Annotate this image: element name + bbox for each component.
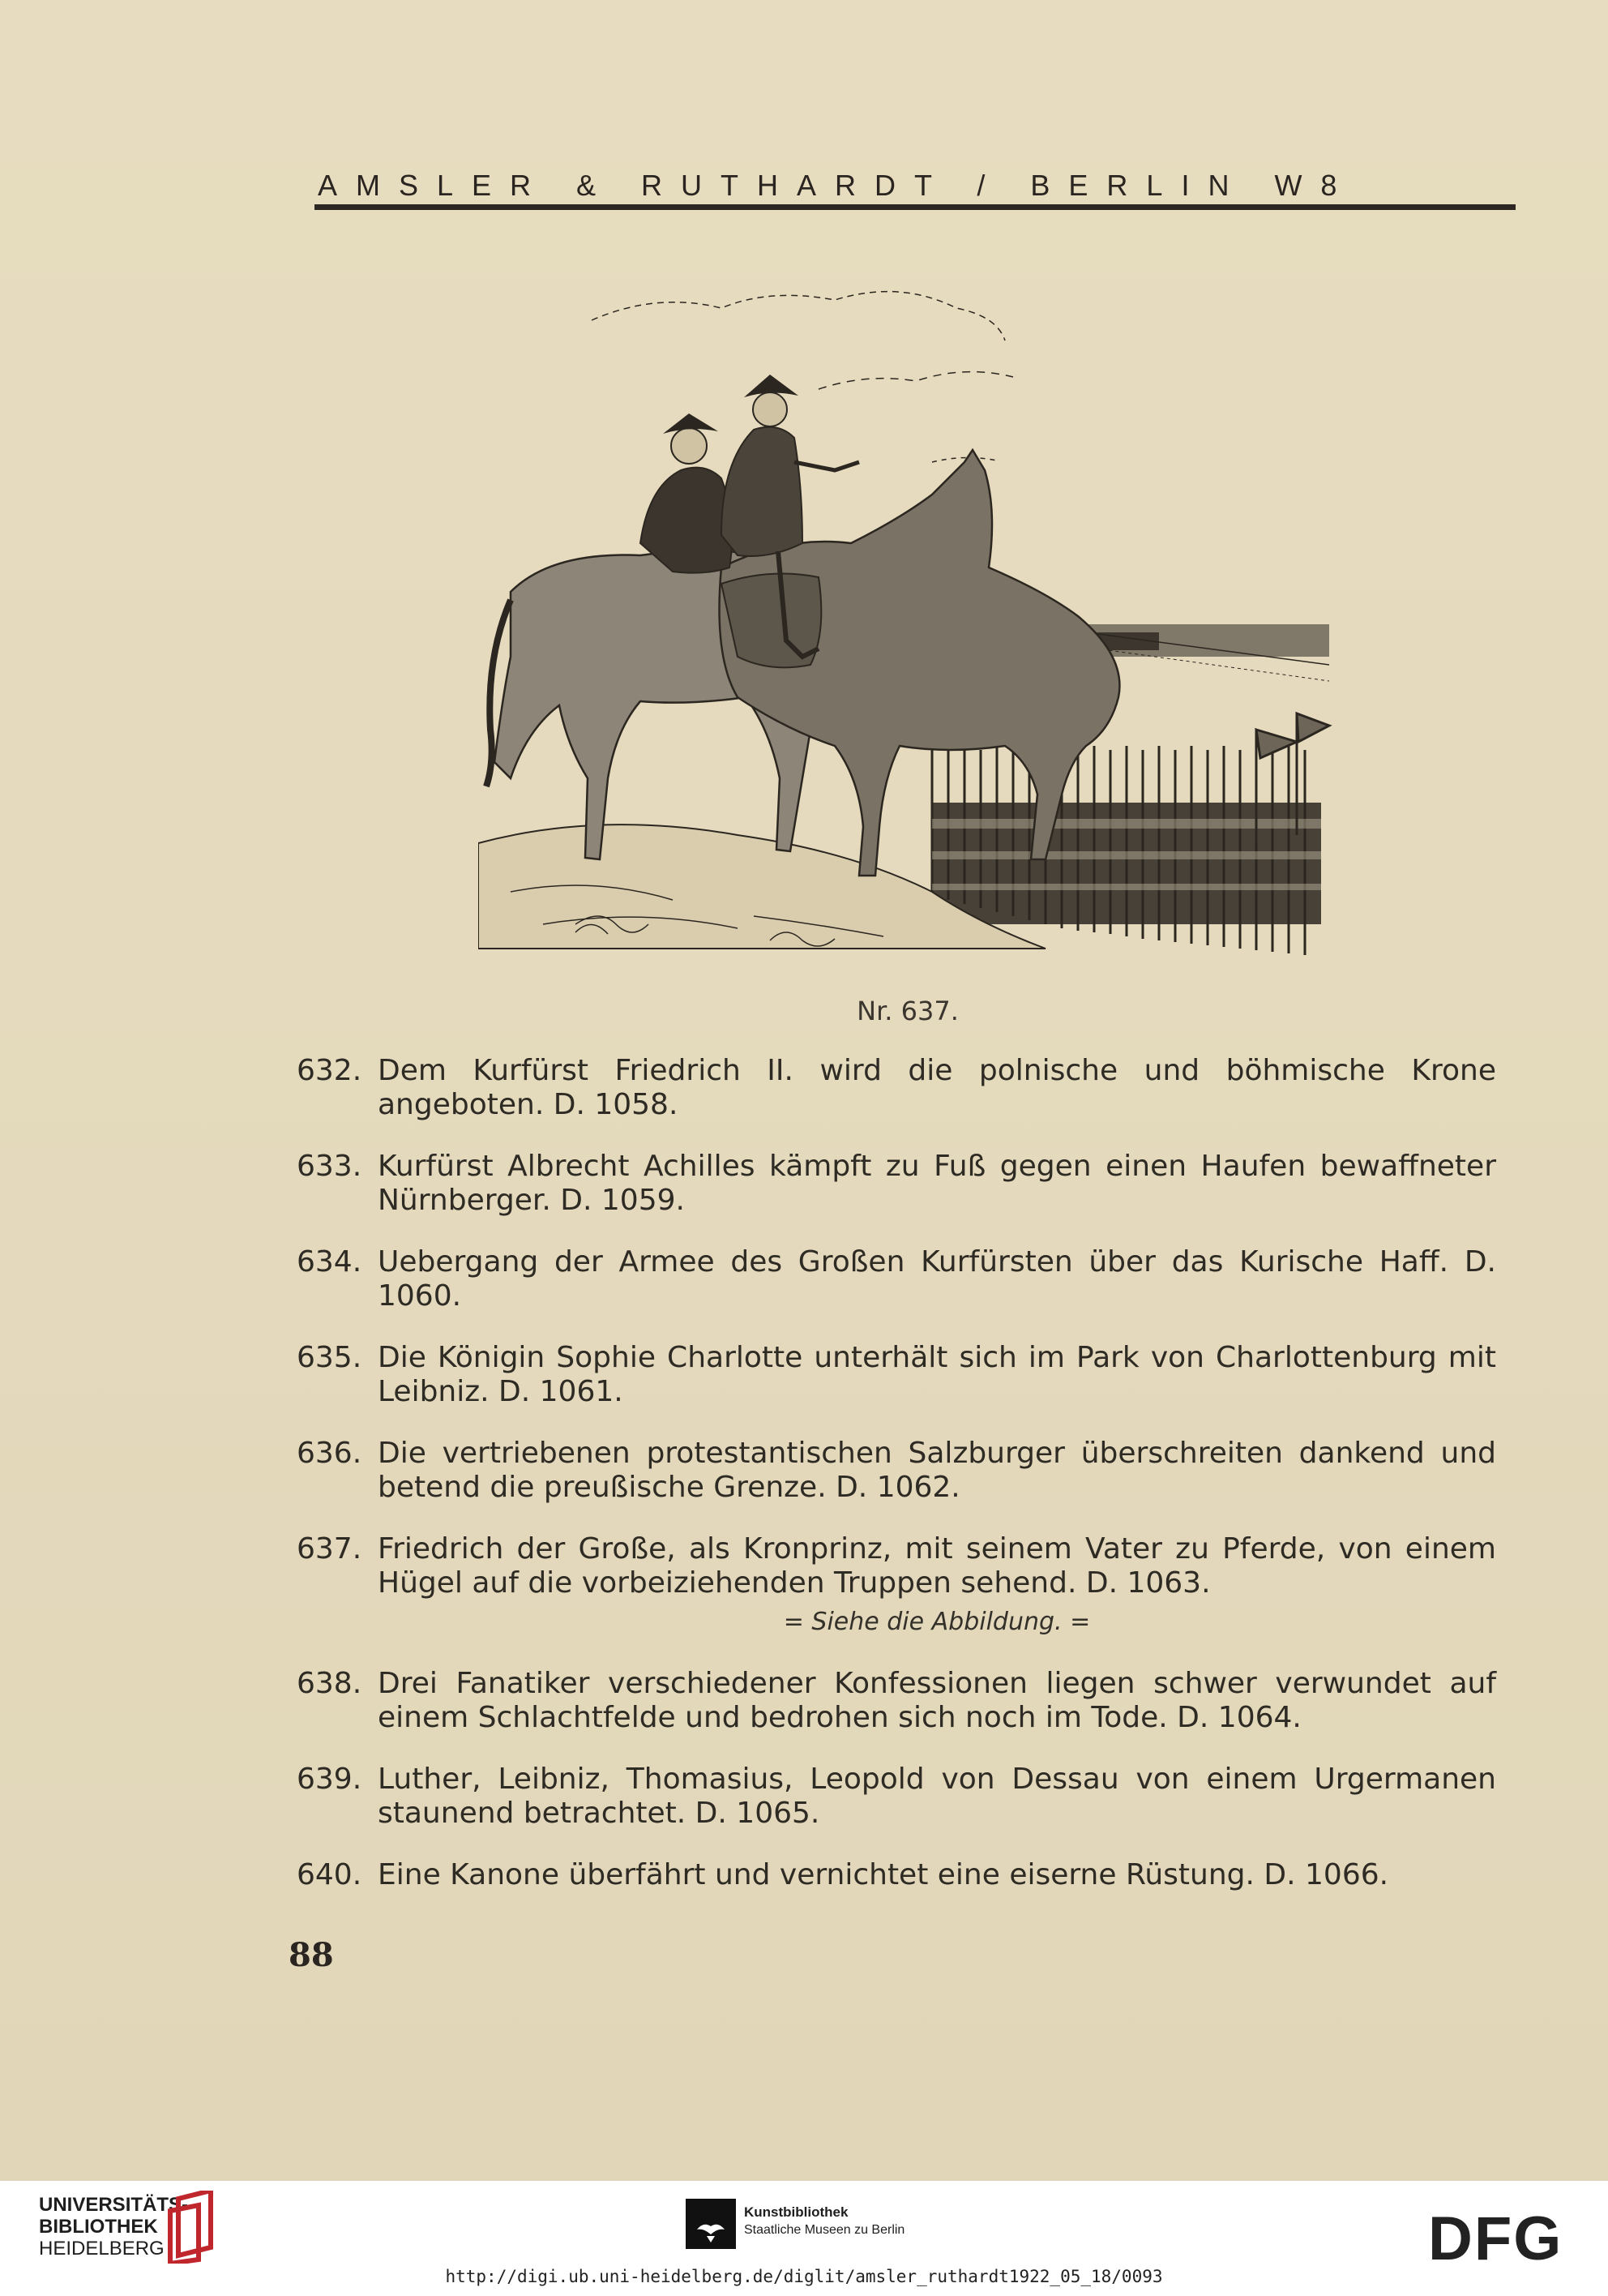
header-rule	[314, 204, 1516, 210]
entry-number: 638.	[297, 1667, 362, 1700]
smb-eagle-icon	[686, 2199, 736, 2249]
catalog-entry	[297, 1858, 1496, 1892]
ub-logo-line2: BIBLIOTHEK	[39, 2216, 158, 2238]
catalog-entry	[297, 1437, 1496, 1505]
entry-number: 634.	[297, 1245, 362, 1279]
page-number: 88	[289, 1936, 334, 1974]
catalog-entries	[297, 1054, 1496, 1920]
entry-text: Dem Kurfürst Friedrich II. wird die polnische und böhmische Krone angeboten. D. 1058.	[378, 1054, 1496, 1121]
catalog-entry	[297, 1763, 1496, 1831]
illustration-caption: Nr. 637.	[857, 996, 959, 1026]
entry-number: 639.	[297, 1763, 362, 1796]
kb-logo-line1: Kunstbibliothek	[744, 2204, 849, 2220]
entry-text: Die Königin Sophie Charlotte unterhält sich im Park von Charlottenburg mit Leibniz. D. 1061.	[378, 1341, 1496, 1408]
entry-number: 635.	[297, 1341, 362, 1374]
dfg-logo[interactable]: DFG	[1428, 2204, 1563, 2273]
engraving-riders-on-horseback-icon	[478, 276, 1337, 973]
catalog-entry	[297, 1054, 1496, 1122]
kunstbibliothek-logo[interactable]	[686, 2199, 945, 2255]
entry-text: Eine Kanone überfährt und vernichtet eine eiserne Rüstung. D. 1066.	[378, 1858, 1389, 1891]
entry-text: Kurfürst Albrecht Achilles kämpft zu Fuß gegen einen Haufen bewaffneter Nürnberger. D. 1059.	[378, 1150, 1496, 1217]
catalog-entry	[297, 1245, 1496, 1313]
entry-text: Uebergang der Armee des Großen Kurfürsten über das Kurische Haff. D. 1060.	[378, 1245, 1496, 1313]
header-title: AMSLER & RUTHARDT / BERLIN W8	[318, 169, 1356, 202]
catalog-entry	[297, 1532, 1496, 1639]
catalog-entry	[297, 1341, 1496, 1409]
entry-text: Friedrich der Große, als Kronprinz, mit seinem Vater zu Pferde, von einem Hügel auf die vorbeiziehenden Truppen sehend. D. 1063.	[378, 1532, 1496, 1600]
ub-heidelberg-logo[interactable]	[39, 2194, 233, 2275]
entry-number: 632.	[297, 1054, 362, 1087]
see-illustration-note: = Siehe die Abbildung. =	[783, 1608, 1091, 1636]
entry-text: Drei Fanatiker verschiedener Konfessionen liegen schwer verwundet auf einem Schlachtfelde und bedrohen sich noch im Tode. D. 1064.	[378, 1667, 1496, 1734]
entry-number: 637.	[297, 1532, 362, 1566]
entry-number: 636.	[297, 1437, 362, 1470]
catalog-entry	[297, 1667, 1496, 1735]
ub-logo-line3: HEIDELBERG	[39, 2238, 165, 2260]
entry-text: Die vertriebenen protestantischen Salzburger überschreiten dankend und betend die preußische Grenze. D. 1062.	[378, 1437, 1496, 1504]
permalink-url[interactable]: http://digi.ub.uni-heidelberg.de/diglit/amsler_ruthardt1922_05_18/0093	[445, 2267, 1163, 2286]
page-header	[314, 162, 1516, 227]
entry-number: 633.	[297, 1150, 362, 1183]
ub-emblem-icon	[162, 2191, 227, 2264]
kb-logo-line2: Staatliche Museen zu Berlin	[744, 2223, 905, 2237]
entry-number: 640.	[297, 1858, 362, 1891]
catalog-entry	[297, 1150, 1496, 1218]
ub-logo-line1: UNIVERSITÄTS-	[39, 2194, 189, 2216]
entry-text: Luther, Leibniz, Thomasius, Leopold von Dessau von einem Urgermanen staunend betrachtet. D. 1065.	[378, 1763, 1496, 1830]
